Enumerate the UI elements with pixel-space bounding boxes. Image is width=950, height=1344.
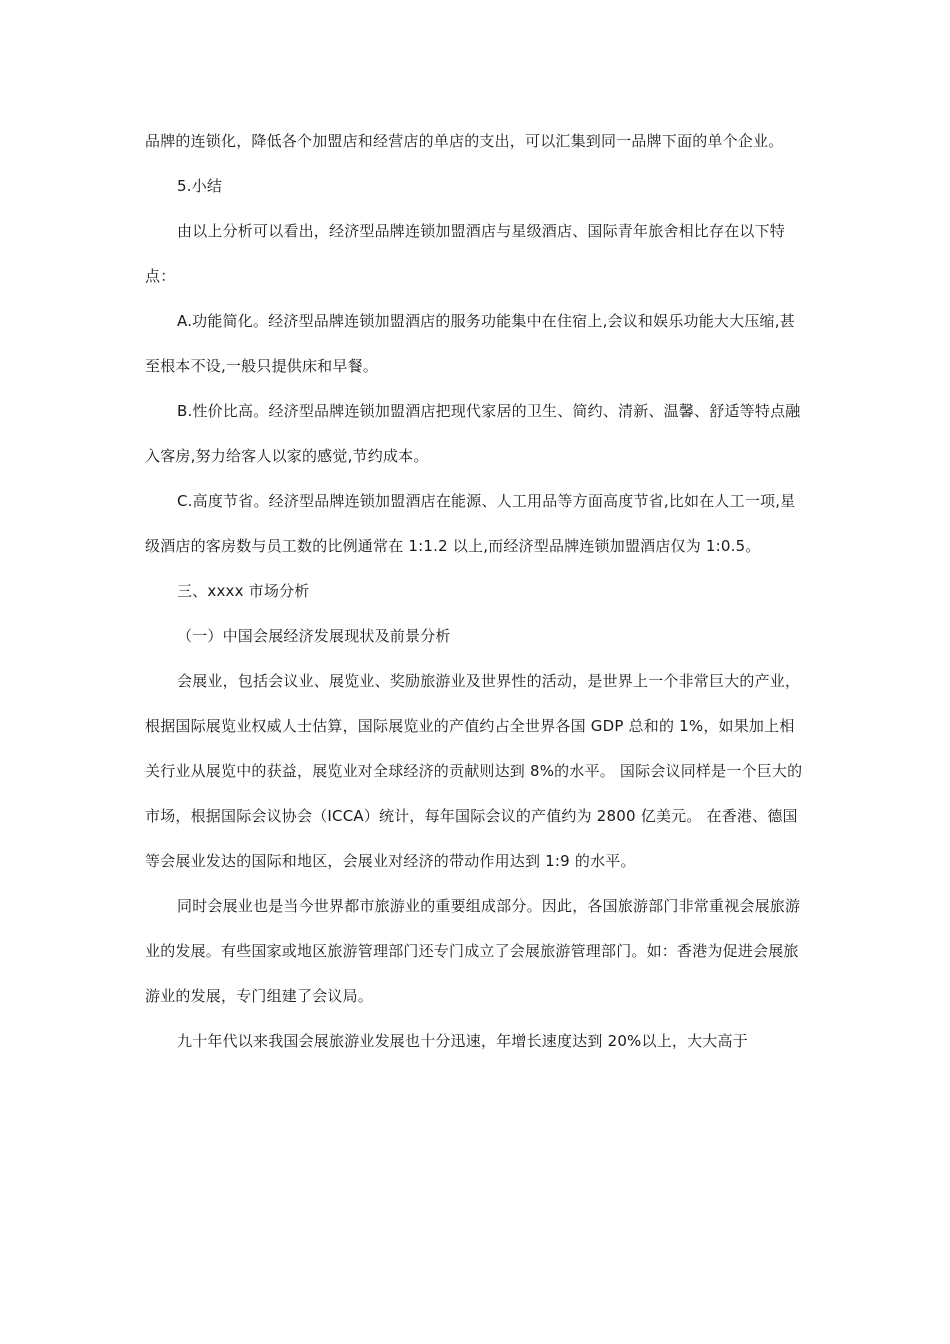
section-heading-market-analysis: 三、xxxx 市场分析 xyxy=(177,582,310,600)
paragraph-feature-b: B.性价比高。经济型品牌连锁加盟酒店把现代家居的卫生、简约、清新、温馨、舒适等特点融入客房,努力给客人以家的感觉,节约成本。 xyxy=(145,402,801,465)
paragraph-convention-industry: 会展业，包括会议业、展览业、奖励旅游业及世界性的活动，是世界上一个非常巨大的产业，根据国际展览业权威人士估算，国际展览业的产值约占全世界各国 GDP 总和的 1%，如果加上相关行业从展览中的获益，展览业对全球经济的贡献则达到 8%的水平。 国际会议同样是一个巨大的市场，根据国际会议协会（ICCA）统计，每年国际会议的产值约为 2800 亿美元。 在香港、德国等会展业发达的国际和地区，会展业对经济的带动作用达到 1:9 的水平。 xyxy=(145,672,803,870)
paragraph-convention-tourism: 同时会展业也是当今世界都市旅游业的重要组成部分。因此，各国旅游部门非常重视会展旅游业的发展。有些国家或地区旅游管理部门还专门成立了会展旅游管理部门。如：香港为促进会展旅游业的发展，专门组建了会议局。 xyxy=(145,897,801,1005)
document-body xyxy=(145,119,805,1064)
paragraph-nineties-growth: 九十年代以来我国会展旅游业发展也十分迅速，年增长速度达到 20%以上，大大高于 xyxy=(177,1032,748,1050)
paragraph-brand-chain: 品牌的连锁化，降低各个加盟店和经营店的单店的支出，可以汇集到同一品牌下面的单个企业。 xyxy=(145,132,784,150)
paragraph-feature-c: C.高度节省。经济型品牌连锁加盟酒店在能源、人工用品等方面高度节省,比如在人工一项,星级酒店的客房数与员工数的比例通常在 1:1.2 以上,而经济型品牌连锁加盟酒店仅为 1:0.5。 xyxy=(145,492,796,555)
paragraph-summary-intro: 由以上分析可以看出，经济型品牌连锁加盟酒店与星级酒店、国际青年旅舍相比存在以下特点： xyxy=(145,222,786,285)
subsection-heading-convention-economy: （一）中国会展经济发展现状及前景分析 xyxy=(177,627,451,645)
paragraph-feature-a: A.功能简化。经济型品牌连锁加盟酒店的服务功能集中在住宿上,会议和娱乐功能大大压缩,甚至根本不设,一般只提供床和早餐。 xyxy=(145,312,795,375)
section-heading-summary: 5.小结 xyxy=(177,177,223,195)
